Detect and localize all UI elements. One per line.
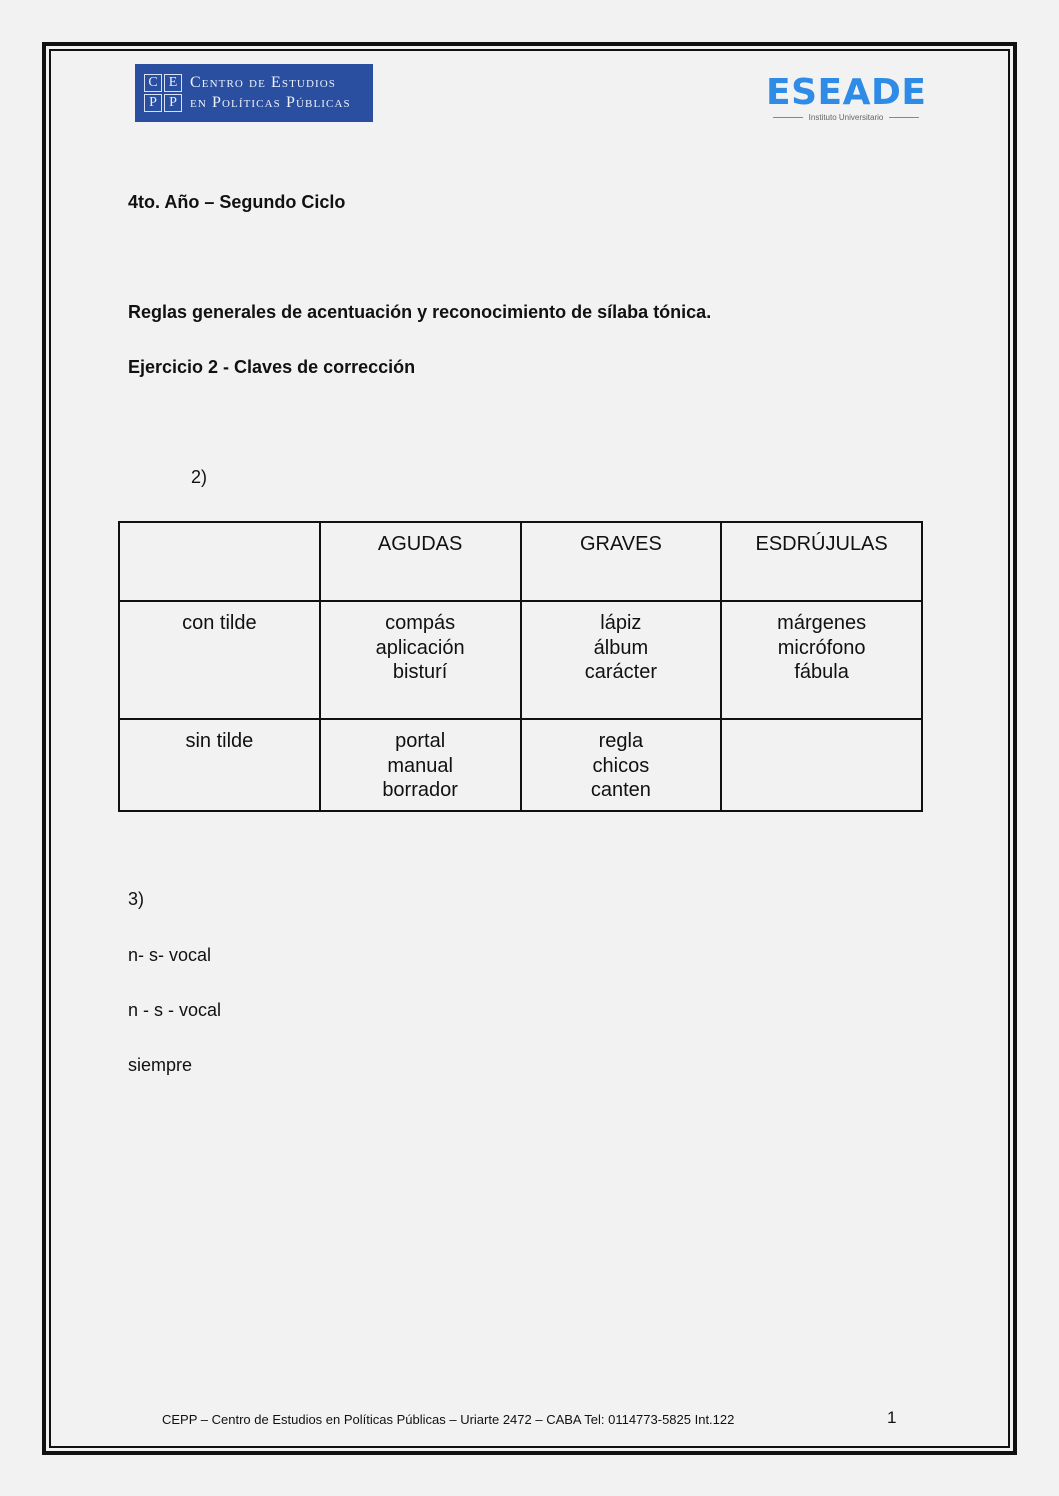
word: carácter xyxy=(584,661,657,683)
item-3-answer: n - s - vocal xyxy=(128,1000,222,1020)
exercise-heading: Ejercicio 2 - Claves de corrección xyxy=(128,357,416,377)
cepp-logo-line1: Centro de Estudios xyxy=(190,74,337,91)
cepp-monogram-letter: P xyxy=(144,94,162,112)
page-number: 1 xyxy=(887,1408,897,1427)
word: portal xyxy=(395,730,446,752)
item-3-label: 3) xyxy=(128,889,145,909)
cepp-monogram-letter: E xyxy=(164,74,182,92)
table-cell xyxy=(721,601,922,719)
word: lápiz xyxy=(600,612,642,634)
eseade-logo-word: ESEADE xyxy=(766,72,927,113)
word: micrófono xyxy=(777,636,866,659)
item-3-answer: n- s- vocal xyxy=(128,945,212,965)
cepp-logo xyxy=(135,64,373,122)
cepp-monogram xyxy=(144,74,182,112)
word: fábula xyxy=(794,661,849,683)
table-row xyxy=(119,719,922,811)
word: márgenes xyxy=(777,612,867,634)
eseade-rule-right xyxy=(889,117,919,118)
word: aplicación xyxy=(375,636,465,659)
item-3-answer: siempre xyxy=(128,1055,193,1075)
course-heading: 4to. Año – Segundo Ciclo xyxy=(128,192,346,212)
cepp-monogram-letter: P xyxy=(164,94,182,112)
row-label: sin tilde xyxy=(185,730,254,752)
table-header-row xyxy=(119,522,922,601)
table-cell xyxy=(521,601,722,719)
word: chicos xyxy=(592,754,650,777)
cepp-monogram-letter: C xyxy=(144,74,162,92)
table-row xyxy=(119,601,922,719)
footer-text: CEPP – Centro de Estudios en Políticas Públicas – Uriarte 2472 – CABA Tel: 0114773-5825 Int.122 xyxy=(162,1412,735,1427)
eseade-logo xyxy=(766,74,926,122)
table-cell xyxy=(320,719,521,811)
table-cell xyxy=(320,601,521,719)
eseade-logo-subtitle: Instituto Universitario xyxy=(808,113,884,122)
word: manual xyxy=(387,754,453,777)
word: compás xyxy=(385,612,456,634)
row-label-cell xyxy=(119,719,320,811)
table-header-cell: ESDRÚJULAS xyxy=(721,522,922,601)
table-header-cell: AGUDAS xyxy=(320,522,521,601)
eseade-logo-subtitle-row xyxy=(766,113,926,122)
word: bisturí xyxy=(392,661,448,683)
cepp-logo-line2: en Políticas Públicas xyxy=(190,94,351,111)
eseade-rule-left xyxy=(773,117,803,118)
word: borrador xyxy=(382,779,458,801)
word: regla xyxy=(598,730,644,752)
table-cell-empty xyxy=(721,719,922,811)
document-title: Reglas generales de acentuación y reconocimiento de sílaba tónica. xyxy=(128,302,712,322)
item-2-label: 2) xyxy=(191,467,208,487)
word: canten xyxy=(590,779,651,801)
row-label: con tilde xyxy=(182,612,257,634)
word: álbum xyxy=(593,636,649,659)
table-header-cell xyxy=(119,522,320,601)
table-cell xyxy=(521,719,722,811)
accentuation-table xyxy=(118,521,923,812)
cepp-logo-text xyxy=(190,73,351,113)
row-label-cell xyxy=(119,601,320,719)
table-header-cell: GRAVES xyxy=(521,522,722,601)
